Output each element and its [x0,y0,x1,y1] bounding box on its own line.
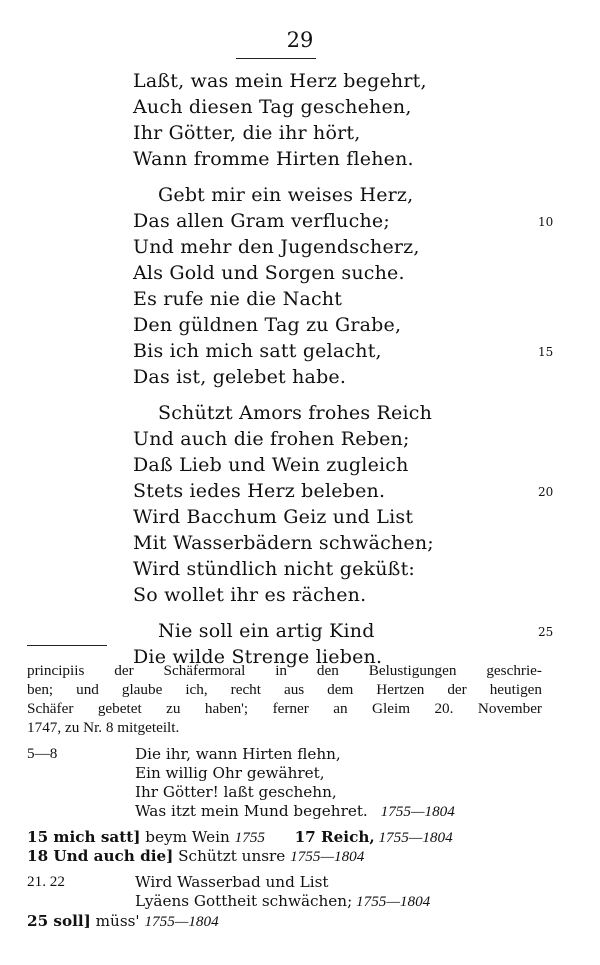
variant-line: Ein willig Ohr gewähret, [135,764,325,782]
poem-line: Wird stündlich nicht geküßt: [133,558,415,580]
poem-line: Es rufe nie die Nacht [133,288,343,310]
variant-source: 1755—1804 [352,893,431,910]
poem-line: Gebt mir ein weises Herz, [158,184,414,206]
poem-line: Wird Bacchum Geiz und List [133,506,414,528]
footnote-rule [27,645,107,646]
variant-text: Lyäens Gottheit schwächen; [135,892,353,910]
poem-line: Und mehr den Jugendscherz, [133,236,420,258]
poem-line: So wollet ihr es rächen. [133,584,367,606]
variant-label: 5—8 [27,745,58,762]
poem-line: Wann fromme Hirten flehen. [133,148,414,170]
poem-line: Und auch die frohen Reben; [133,428,410,450]
poem-line: Das allen Gram verfluche; [133,210,390,232]
page-number-rule [236,58,316,59]
variant-source: 1755—1804 [144,913,219,930]
line-number: 15 [538,345,554,359]
poem-line: Stets iedes Herz beleben. [133,480,386,502]
poem-line: Auch diesen Tag geschehen, [133,96,412,118]
line-number: 20 [538,485,554,499]
variant-reading: beym Wein [140,828,235,846]
variant-reading: müss' [90,912,145,930]
variant-line: Wird Wasserbad und List [135,873,329,891]
variant-lemma: 17 Reich, [294,828,375,846]
poem-line: Als Gold und Sorgen suche. [133,262,405,284]
line-number: 25 [538,625,554,639]
variant-line [135,802,455,821]
poem-line: Laßt, was mein Herz begehrt, [133,70,427,92]
variant-line: Ihr Götter! laßt geschehn, [135,783,337,801]
poem-line: Den güldnen Tag zu Grabe, [133,314,402,336]
line-number: 10 [538,215,554,229]
variant-source: 1755—1804 [290,848,365,865]
variant-lemma: 18 Und auch die] [27,847,174,865]
poem-line: Mit Wasserbädern schwächen; [133,532,434,554]
variant-lemma: 25 soll] [27,912,91,930]
poem-line: Nie soll ein artig Kind [158,620,375,642]
poem-line: Bis ich mich satt gelacht, [133,340,382,362]
page-number: 29 [286,28,314,52]
variant-source: 1755—1804 [374,829,453,846]
variant-source: 1755—1804 [380,803,455,820]
variant-reading: Schützt unsre [173,847,291,865]
variant-entry [27,912,542,931]
footnote-line: 1747, zu Nr. 8 mitgeteilt. [27,719,180,736]
poem-line: Daß Lieb und Wein zugleich [133,454,409,476]
footnote-line: Schäfer gebetet zu haben'; ferner an Gleim 20. November [27,700,542,717]
variant-lemma: 15 mich satt] [27,828,141,846]
poem-line: Schützt Amors frohes Reich [158,402,433,424]
poem-line: Ihr Götter, die ihr hört, [133,122,361,144]
variant-entry [27,847,542,866]
variant-label: 21. 22 [27,873,65,890]
footnote-line: principiis der Schäfermoral in den Belustigungen geschrie- [27,662,542,679]
variant-line [135,892,430,911]
variant-line: Die ihr, wann Hirten flehn, [135,745,341,763]
footnote-line: ben; und glaube ich, recht aus dem Hertzen der heutigen [27,681,542,698]
variant-source: 1755 [234,829,265,846]
poem-line: Die wilde Strenge lieben. [133,646,383,668]
variant-entry [27,828,542,847]
variant-text: Was itzt mein Mund begehret. [135,802,368,820]
poem-line: Das ist, gelebet habe. [133,366,347,388]
